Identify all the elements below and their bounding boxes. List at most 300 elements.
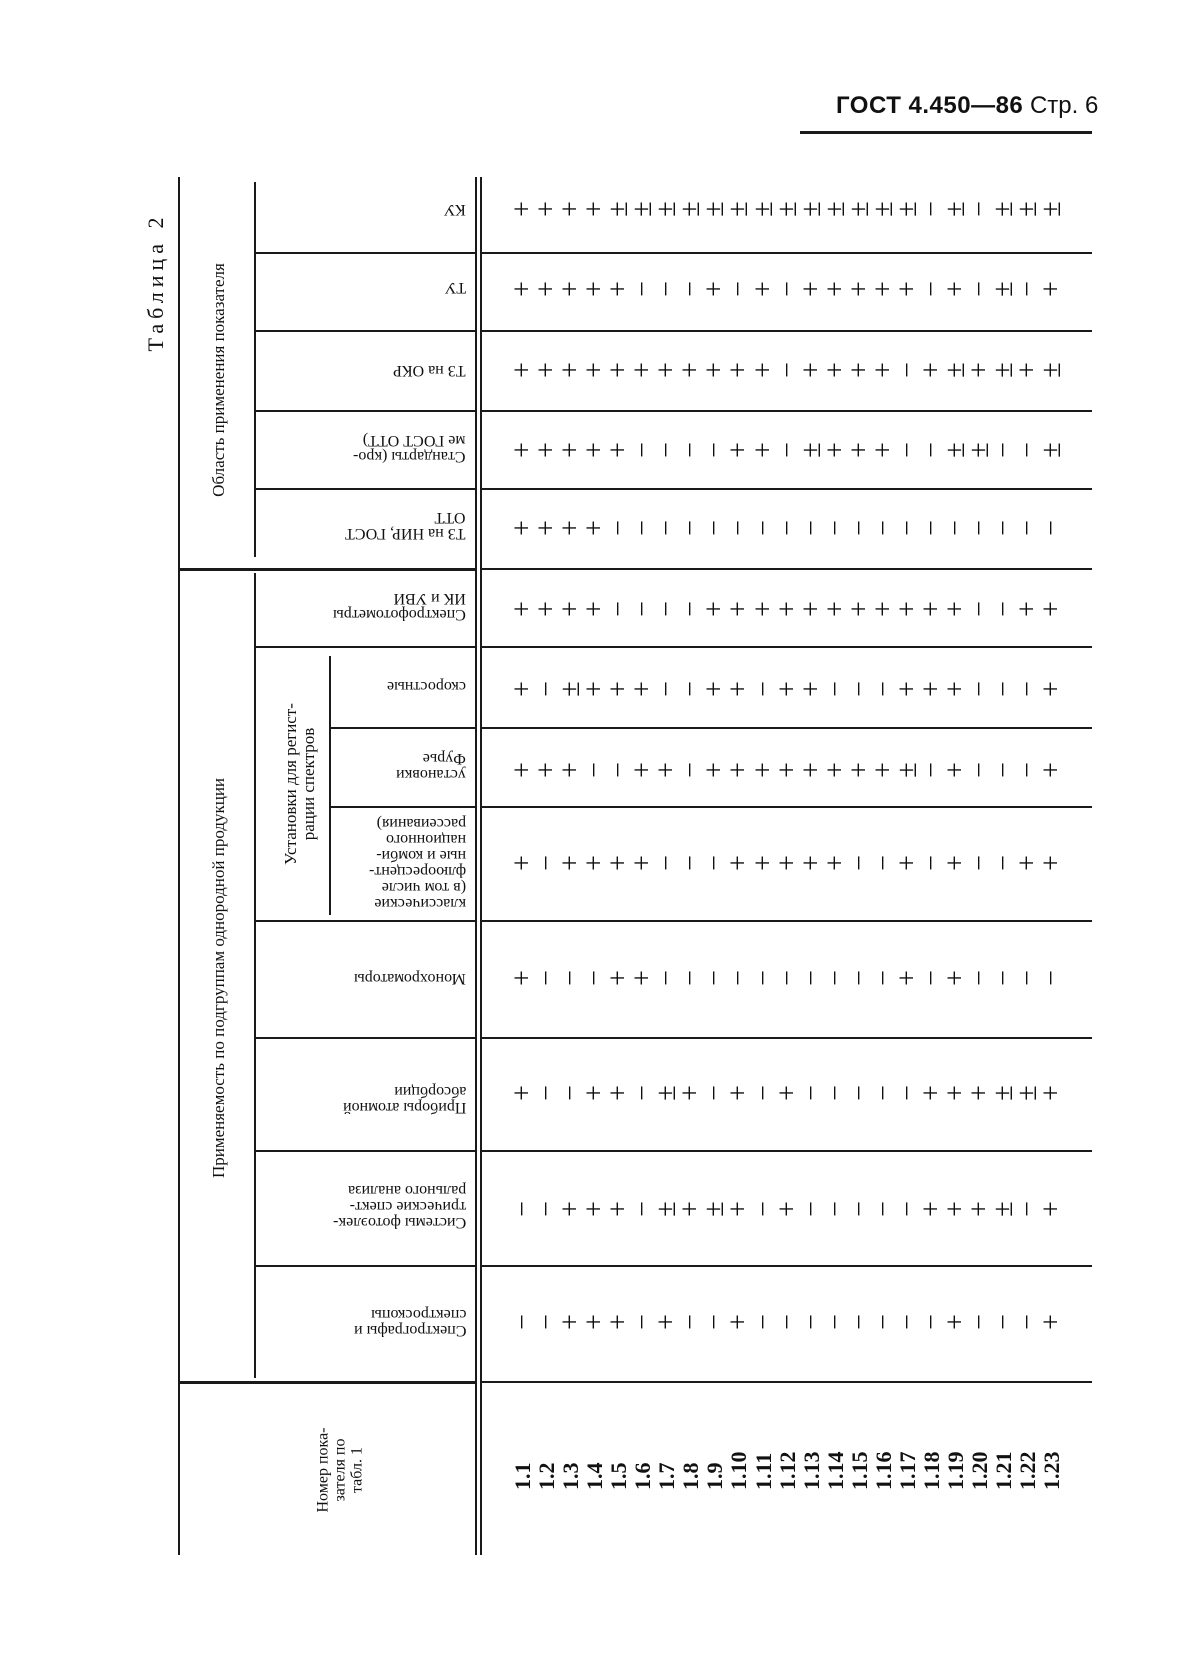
table-rule	[482, 330, 1092, 332]
mark-not-applicable: −	[819, 681, 851, 697]
mark-not-applicable: −	[988, 601, 1019, 617]
mark-applicable: +	[795, 855, 827, 871]
row-label	[345, 509, 466, 541]
mark-limited: ±	[651, 1085, 683, 1101]
indicator-number: 1.5	[606, 1462, 632, 1490]
mark-applicable: +	[723, 1085, 755, 1101]
mark-applicable: +	[795, 601, 827, 617]
mark-applicable: +	[699, 681, 731, 697]
mark-not-applicable: −	[795, 1201, 827, 1217]
mark-not-applicable: −	[747, 1201, 779, 1217]
mark-applicable: +	[819, 762, 851, 778]
mark-not-applicable: −	[891, 1085, 923, 1101]
row-label	[396, 750, 466, 782]
mark-limited: ±	[988, 1085, 1019, 1101]
mark-not-applicable: −	[699, 970, 731, 986]
mark-applicable: +	[555, 855, 587, 871]
table-rule	[254, 182, 256, 557]
mark-not-applicable: −	[555, 970, 587, 986]
row-label-line: ные и комби-	[376, 847, 466, 864]
mark-not-applicable: −	[531, 1085, 563, 1101]
number-column-header	[315, 1428, 366, 1513]
mark-not-applicable: −	[915, 855, 947, 871]
mark-limited: ±	[891, 762, 923, 778]
mark-limited: ±	[939, 442, 971, 458]
row-label-line: спектроскопы	[370, 1306, 466, 1323]
mark-not-applicable: −	[963, 681, 995, 697]
row-label-line: ТЗ на НИР, ГОСТ	[345, 525, 466, 542]
mark-not-applicable: −	[531, 970, 563, 986]
mark-applicable: +	[651, 762, 683, 778]
mark-applicable: +	[723, 762, 755, 778]
indicator-number: 1.11	[750, 1452, 776, 1490]
mark-not-applicable: −	[867, 520, 899, 536]
row-label-line: Стандарты (кро-	[353, 448, 466, 465]
mark-not-applicable: −	[1012, 1201, 1044, 1217]
mark-not-applicable: −	[651, 520, 683, 536]
mark-applicable: +	[507, 601, 538, 617]
mark-limited: ±	[651, 201, 683, 217]
mark-applicable: +	[627, 681, 659, 697]
mark-applicable: +	[555, 362, 587, 378]
mark-applicable: +	[843, 281, 875, 297]
mark-applicable: +	[699, 362, 731, 378]
indicator-number: 1.8	[678, 1462, 704, 1490]
mark-applicable: +	[1036, 601, 1068, 617]
row-label-line: ме ГОСТ ОТТ)	[363, 432, 466, 449]
mark-applicable: +	[531, 601, 563, 617]
mark-applicable: +	[555, 762, 587, 778]
mark-applicable: +	[579, 601, 611, 617]
table-rule	[482, 727, 1092, 729]
mark-not-applicable: −	[915, 1314, 947, 1330]
row-label-line: ИК и УВИ	[393, 590, 466, 607]
mark-applicable: +	[723, 855, 755, 871]
row-label	[393, 362, 466, 378]
indicator-number: 1.21	[991, 1451, 1016, 1490]
mark-not-applicable: −	[915, 281, 947, 297]
indicator-number: 1.14	[822, 1451, 848, 1490]
mark-not-applicable: −	[867, 970, 899, 986]
row-label-line: национного	[385, 831, 466, 848]
mark-not-applicable: −	[723, 281, 755, 297]
table-rule	[482, 1265, 1092, 1267]
mark-limited: ±	[988, 362, 1019, 378]
mark-applicable: +	[819, 362, 851, 378]
mark-limited: ±	[988, 281, 1019, 297]
indicator-number: 1.19	[942, 1451, 968, 1490]
mark-applicable: +	[1036, 1085, 1068, 1101]
mark-applicable: +	[507, 281, 538, 297]
mark-applicable: +	[771, 681, 803, 697]
mark-applicable: +	[603, 855, 635, 871]
mark-not-applicable: −	[675, 762, 707, 778]
mark-not-applicable: −	[843, 520, 875, 536]
mark-applicable: +	[939, 281, 971, 297]
table-rule	[482, 920, 1092, 922]
mark-limited: ±	[939, 201, 971, 217]
mark-applicable: +	[555, 601, 587, 617]
indicator-number: 1.3	[558, 1462, 584, 1490]
table-rule	[482, 488, 1092, 490]
mark-applicable: +	[939, 1085, 971, 1101]
indicator-number: 1.4	[582, 1462, 608, 1490]
mark-limited: ±	[771, 201, 803, 217]
mark-applicable: +	[699, 762, 731, 778]
mark-not-applicable: −	[1012, 281, 1044, 297]
mark-applicable: +	[651, 362, 683, 378]
row-label	[333, 1182, 466, 1230]
mark-limited: ±	[1036, 201, 1068, 217]
mark-applicable: +	[747, 442, 779, 458]
page-header	[836, 92, 1098, 120]
mark-not-applicable: −	[988, 855, 1019, 871]
mark-not-applicable: −	[915, 762, 947, 778]
mark-not-applicable: −	[651, 970, 683, 986]
mark-limited: ±	[723, 201, 755, 217]
mark-applicable: +	[1036, 281, 1068, 297]
mark-applicable: +	[699, 281, 731, 297]
mark-not-applicable: −	[988, 970, 1019, 986]
mark-applicable: +	[603, 442, 635, 458]
table-rule	[482, 1381, 1092, 1383]
indicator-number: 1.2	[534, 1462, 560, 1490]
mark-applicable: +	[627, 762, 659, 778]
table-rule	[329, 727, 475, 729]
mark-not-applicable: −	[531, 855, 563, 871]
mark-limited: ±	[675, 201, 707, 217]
mark-applicable: +	[747, 281, 779, 297]
row-label	[445, 279, 466, 295]
mark-applicable: +	[579, 442, 611, 458]
mark-not-applicable: −	[507, 1201, 538, 1217]
mark-not-applicable: −	[627, 1201, 659, 1217]
table-rule	[254, 1265, 475, 1267]
mark-not-applicable: −	[675, 1314, 707, 1330]
mark-applicable: +	[723, 1201, 755, 1217]
mark-applicable: +	[915, 362, 947, 378]
group-title-products: Применяемость по подгруппам однородной продукции	[209, 777, 228, 1179]
number-header-line: Номер пока-	[314, 1427, 332, 1513]
row-label-line: скоростные	[387, 678, 466, 695]
mark-applicable: +	[555, 281, 587, 297]
row-label-line: рассеивания)	[376, 815, 466, 832]
mark-not-applicable: −	[747, 970, 779, 986]
mark-applicable: +	[939, 1314, 971, 1330]
mark-not-applicable: −	[627, 520, 659, 536]
mark-applicable: +	[675, 1201, 707, 1217]
mark-applicable: +	[531, 201, 563, 217]
mark-not-applicable: −	[988, 520, 1019, 536]
mark-limited: ±	[867, 201, 899, 217]
table-rule	[254, 920, 475, 922]
row-label	[369, 815, 466, 911]
table-rule	[329, 656, 331, 915]
mark-not-applicable: −	[867, 1201, 899, 1217]
mark-applicable: +	[555, 442, 587, 458]
mark-applicable: +	[603, 1085, 635, 1101]
mark-not-applicable: −	[675, 855, 707, 871]
row-label-line: (в том числе	[381, 879, 466, 896]
mark-not-applicable: −	[723, 520, 755, 536]
mark-applicable: +	[747, 855, 779, 871]
mark-applicable: +	[771, 855, 803, 871]
mark-applicable: +	[531, 520, 563, 536]
mark-not-applicable: −	[699, 1085, 731, 1101]
group-title-scope: Область применения показателя	[209, 263, 228, 497]
mark-applicable: +	[555, 1314, 587, 1330]
mark-not-applicable: −	[963, 601, 995, 617]
mark-not-applicable: −	[771, 281, 803, 297]
mark-not-applicable: −	[747, 681, 779, 697]
mark-not-applicable: −	[555, 1085, 587, 1101]
indicator-number: 1.20	[966, 1451, 992, 1490]
mark-not-applicable: −	[699, 442, 731, 458]
mark-limited: ±	[939, 362, 971, 378]
row-label-line: ОТТ	[434, 509, 466, 526]
mark-limited: ±	[988, 201, 1019, 217]
mark-applicable: +	[531, 762, 563, 778]
mark-applicable: +	[579, 520, 611, 536]
mark-not-applicable: −	[988, 442, 1019, 458]
mark-not-applicable: −	[915, 520, 947, 536]
indicator-number: 1.16	[870, 1451, 896, 1490]
mark-not-applicable: −	[963, 970, 995, 986]
mark-applicable: +	[867, 442, 899, 458]
table-rule	[329, 806, 475, 808]
mark-not-applicable: −	[651, 281, 683, 297]
mark-applicable: +	[579, 281, 611, 297]
mark-not-applicable: −	[843, 1201, 875, 1217]
mark-limited: ±	[1012, 1085, 1044, 1101]
table-rule	[254, 1037, 475, 1039]
mark-applicable: +	[795, 362, 827, 378]
mark-applicable: +	[579, 362, 611, 378]
mark-applicable: +	[507, 970, 538, 986]
mark-not-applicable: −	[747, 1314, 779, 1330]
mark-applicable: +	[963, 1201, 995, 1217]
mark-not-applicable: −	[1012, 970, 1044, 986]
mark-not-applicable: −	[651, 442, 683, 458]
mark-not-applicable: −	[843, 681, 875, 697]
mark-applicable: +	[1036, 681, 1068, 697]
subgroup-line-2: рации спектров	[299, 727, 318, 841]
mark-not-applicable: −	[867, 1085, 899, 1101]
mark-applicable: +	[507, 681, 538, 697]
mark-not-applicable: −	[627, 281, 659, 297]
mark-not-applicable: −	[651, 681, 683, 697]
mark-not-applicable: −	[843, 1085, 875, 1101]
mark-applicable: +	[555, 201, 587, 217]
mark-applicable: +	[819, 281, 851, 297]
mark-not-applicable: −	[891, 362, 923, 378]
table-rule	[475, 177, 477, 1555]
mark-limited: ±	[891, 201, 923, 217]
row-label-line: КУ	[444, 201, 466, 218]
table-rule	[480, 177, 482, 1555]
mark-applicable: +	[915, 601, 947, 617]
mark-not-applicable: −	[675, 601, 707, 617]
mark-applicable: +	[1036, 1314, 1068, 1330]
row-label-line: Системы фотоэлек-	[332, 1214, 466, 1231]
page-number: Стр. 6	[1029, 92, 1099, 119]
mark-applicable: +	[771, 1201, 803, 1217]
mark-not-applicable: −	[1012, 442, 1044, 458]
mark-applicable: +	[867, 362, 899, 378]
mark-not-applicable: −	[531, 1201, 563, 1217]
document-code: ГОСТ 4.450—86	[836, 92, 1024, 119]
number-header-line: табл. 1	[348, 1447, 366, 1494]
mark-applicable: +	[1036, 762, 1068, 778]
mark-limited: ±	[843, 201, 875, 217]
mark-limited: ±	[699, 1201, 731, 1217]
mark-not-applicable: −	[771, 520, 803, 536]
mark-not-applicable: −	[891, 1314, 923, 1330]
mark-applicable: +	[795, 762, 827, 778]
indicator-number: 1.13	[798, 1451, 824, 1490]
mark-applicable: +	[939, 681, 971, 697]
mark-not-applicable: −	[819, 1201, 851, 1217]
mark-applicable: +	[939, 855, 971, 871]
mark-applicable: +	[723, 1314, 755, 1330]
mark-not-applicable: −	[723, 970, 755, 986]
mark-not-applicable: −	[915, 970, 947, 986]
mark-applicable: +	[723, 442, 755, 458]
mark-limited: ±	[1012, 201, 1044, 217]
mark-applicable: +	[651, 1314, 683, 1330]
mark-applicable: +	[843, 762, 875, 778]
mark-limited: ±	[1036, 362, 1068, 378]
mark-applicable: +	[723, 362, 755, 378]
mark-applicable: +	[843, 442, 875, 458]
mark-not-applicable: −	[1036, 520, 1068, 536]
mark-limited: ±	[988, 1201, 1019, 1217]
row-label-line: классические	[374, 895, 466, 912]
row-label	[343, 1083, 466, 1115]
mark-applicable: +	[675, 362, 707, 378]
mark-not-applicable: −	[1012, 681, 1044, 697]
mark-not-applicable: −	[1012, 762, 1044, 778]
indicator-number: 1.6	[630, 1462, 656, 1490]
mark-not-applicable: −	[627, 1314, 659, 1330]
row-label-line: Спектрографы и	[353, 1322, 466, 1339]
mark-not-applicable: −	[843, 855, 875, 871]
mark-applicable: +	[867, 601, 899, 617]
row-label-line: абсорбции	[393, 1083, 466, 1100]
table-title: Таблица 2	[143, 212, 168, 352]
mark-not-applicable: −	[867, 855, 899, 871]
indicator-number: 1.22	[1015, 1451, 1041, 1490]
mark-applicable: +	[891, 281, 923, 297]
table-rule	[178, 568, 475, 571]
mark-applicable: +	[795, 681, 827, 697]
mark-applicable: +	[603, 281, 635, 297]
mark-applicable: +	[939, 762, 971, 778]
mark-applicable: +	[843, 601, 875, 617]
table-rule	[482, 252, 1092, 254]
mark-limited: ±	[819, 201, 851, 217]
mark-not-applicable: −	[843, 1314, 875, 1330]
mark-applicable: +	[603, 970, 635, 986]
mark-not-applicable: −	[579, 970, 611, 986]
mark-not-applicable: −	[795, 520, 827, 536]
row-label-line: рального анализа	[347, 1182, 466, 1199]
row-label-line: Спектрофотометры	[333, 606, 466, 623]
mark-not-applicable: −	[771, 970, 803, 986]
mark-applicable: +	[507, 520, 538, 536]
mark-applicable: +	[603, 1314, 635, 1330]
mark-applicable: +	[1012, 855, 1044, 871]
row-label-line: Монохроматоры	[354, 970, 466, 987]
mark-not-applicable: −	[627, 601, 659, 617]
mark-limited: ±	[795, 442, 827, 458]
mark-applicable: +	[627, 855, 659, 871]
mark-not-applicable: −	[675, 520, 707, 536]
indicator-number: 1.23	[1039, 1451, 1065, 1490]
mark-applicable: +	[747, 601, 779, 617]
indicator-number: 1.7	[654, 1462, 680, 1490]
mark-applicable: +	[747, 762, 779, 778]
mark-applicable: +	[507, 855, 538, 871]
mark-applicable: +	[795, 281, 827, 297]
mark-limited: ±	[555, 681, 587, 697]
table-rule	[254, 488, 475, 490]
table-rule	[254, 573, 256, 1378]
mark-applicable: +	[819, 442, 851, 458]
table-rule	[178, 1381, 475, 1384]
mark-applicable: +	[915, 1201, 947, 1217]
row-label-line: Фурье	[422, 750, 466, 767]
row-label-line: ТЗ на ОКР	[393, 362, 466, 379]
mark-applicable: +	[771, 601, 803, 617]
mark-not-applicable: −	[963, 855, 995, 871]
mark-applicable: +	[771, 1085, 803, 1101]
mark-applicable: +	[507, 1085, 538, 1101]
mark-not-applicable: −	[867, 1314, 899, 1330]
mark-applicable: +	[507, 201, 538, 217]
mark-not-applicable: −	[988, 762, 1019, 778]
table-rule	[254, 1150, 475, 1152]
mark-applicable: +	[531, 442, 563, 458]
subgroup-line-1: Установки для регист-	[281, 703, 300, 865]
table-rule	[482, 1037, 1092, 1039]
mark-not-applicable: −	[651, 855, 683, 871]
mark-not-applicable: −	[963, 281, 995, 297]
mark-applicable: +	[579, 1201, 611, 1217]
row-label-line: установки	[396, 766, 466, 783]
table-rule	[482, 568, 1092, 570]
row-label	[354, 1306, 466, 1338]
mark-not-applicable: −	[531, 1314, 563, 1330]
mark-not-applicable: −	[771, 442, 803, 458]
mark-applicable: +	[723, 681, 755, 697]
table-rule	[482, 646, 1092, 648]
mark-applicable: +	[579, 1314, 611, 1330]
mark-not-applicable: −	[603, 762, 635, 778]
mark-limited: ±	[795, 201, 827, 217]
mark-not-applicable: −	[891, 520, 923, 536]
mark-applicable: +	[867, 762, 899, 778]
mark-not-applicable: −	[819, 1085, 851, 1101]
mark-limited: ±	[651, 1201, 683, 1217]
mark-not-applicable: −	[627, 1085, 659, 1101]
mark-applicable: +	[963, 362, 995, 378]
mark-not-applicable: −	[507, 1314, 538, 1330]
mark-not-applicable: −	[675, 281, 707, 297]
number-header-line: зателя по	[331, 1438, 349, 1502]
mark-applicable: +	[771, 762, 803, 778]
mark-applicable: +	[891, 855, 923, 871]
